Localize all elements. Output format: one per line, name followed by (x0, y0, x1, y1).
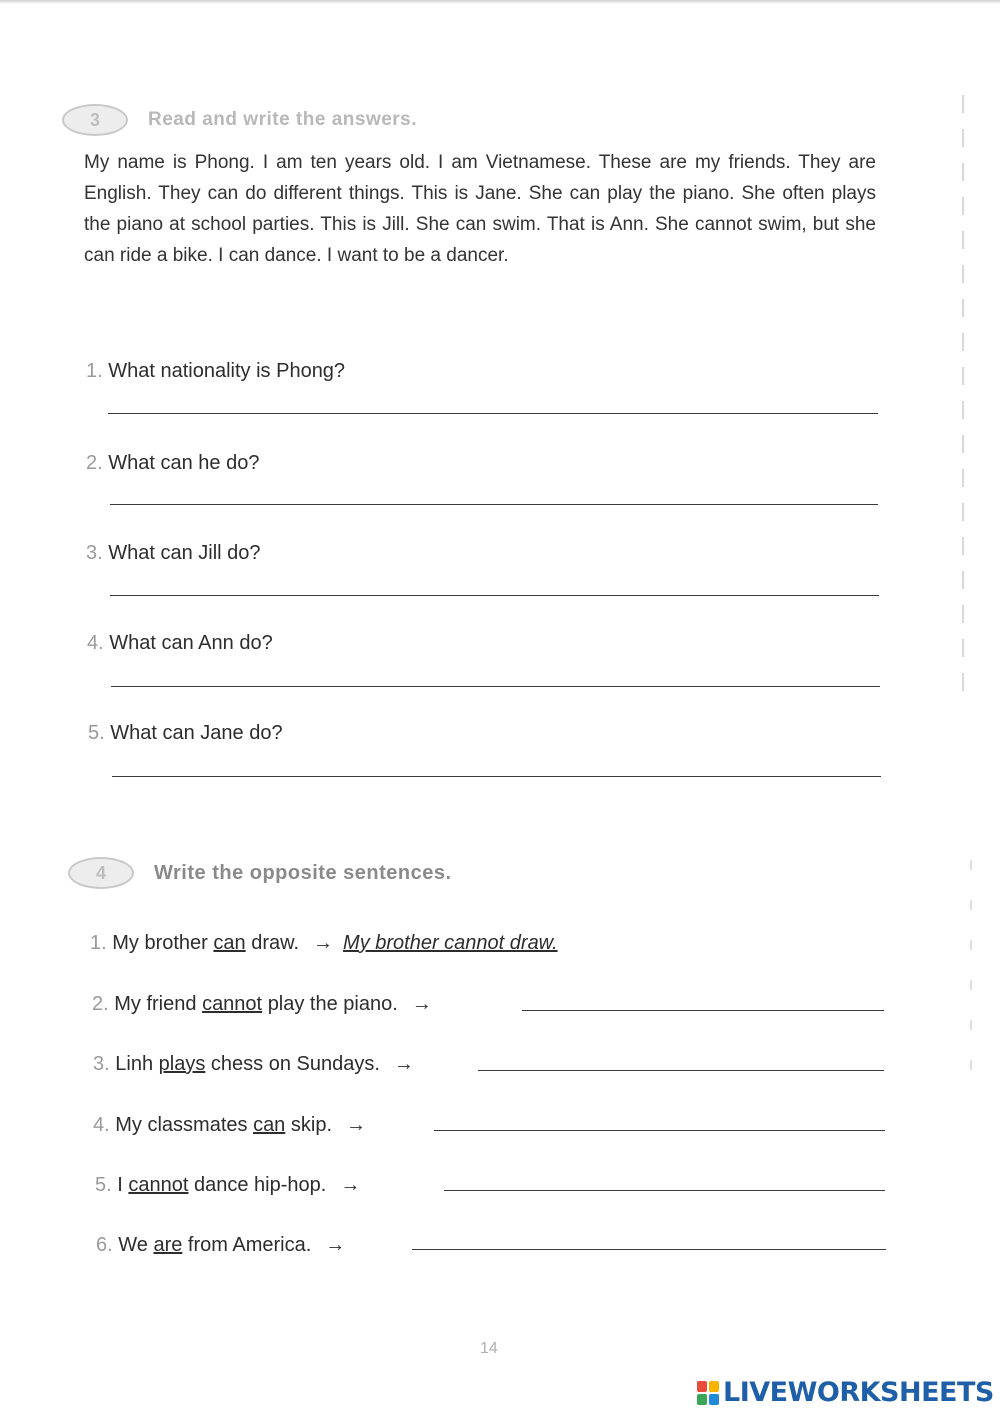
opposite-item-4: 4. My classmates can skip. → (93, 1114, 366, 1136)
opposite-item-6: 6. We are from America. → (96, 1234, 346, 1256)
answer-line-opposite-6[interactable] (412, 1249, 886, 1250)
answer-line-3[interactable] (110, 595, 879, 596)
exercise-4-header (68, 857, 452, 889)
question-1: 1. What nationality is Phong? (86, 360, 346, 382)
question-5: 5. What can Jane do? (88, 722, 283, 744)
answer-line-1[interactable] (108, 413, 878, 414)
opposite-item-3: 3. Linh plays chess on Sundays. → (93, 1053, 414, 1075)
arrow-icon: → (346, 1114, 366, 1136)
question-4: 4. What can Ann do? (87, 632, 273, 654)
arrow-icon: → (325, 1234, 346, 1256)
answer-line-5[interactable] (112, 776, 881, 777)
scan-margin-marks-lower (970, 860, 972, 1090)
answer-line-4[interactable] (111, 686, 880, 687)
scan-top-edge (0, 0, 1000, 4)
page-number: 14 (480, 1340, 498, 1357)
answer-line-opposite-4[interactable] (434, 1130, 885, 1131)
question-2: 2. What can he do? (86, 452, 260, 474)
opposite-item-1: 1. My brother can draw. → My brother cannot draw. (90, 932, 558, 954)
exercise-number-badge: 4 (68, 857, 134, 889)
question-3: 3. What can Jill do? (86, 542, 261, 564)
opposite-item-2: 2. My friend cannot play the piano. → (92, 993, 432, 1015)
reading-passage: My name is Phong. I am ten years old. I am Vietnamese. These are my friends. They are English. They can do different things. This is Jane. She can play the piano. She often plays the piano at school parties. This is Jill. She can swim. That is Ann. She cannot swim, but she can ride a bike. I can dance. I want to be a dancer. (84, 152, 876, 266)
exercise-3-header (62, 104, 417, 136)
opposite-item-5: 5. I cannot dance hip-hop. → (95, 1174, 361, 1196)
arrow-icon: → (313, 932, 334, 954)
answer-line-opposite-3[interactable] (478, 1070, 884, 1071)
liveworksheets-grid-icon (697, 1381, 719, 1405)
arrow-icon: → (340, 1174, 361, 1196)
exercise-number-badge: 3 (62, 104, 128, 136)
answer-line-2[interactable] (110, 504, 878, 505)
answer-line-opposite-5[interactable] (444, 1190, 885, 1191)
arrow-icon: → (393, 1053, 414, 1075)
liveworksheets-logo[interactable] (697, 1377, 994, 1408)
exercise-3-title: Read and write the answers. (148, 109, 418, 130)
scan-margin-marks (962, 95, 964, 695)
liveworksheets-wordmark: LIVEWORKSHEETS (723, 1377, 994, 1408)
answer-line-opposite-2[interactable] (522, 1010, 884, 1011)
arrow-icon: → (411, 993, 432, 1015)
exercise-4-title: Write the opposite sentences. (154, 861, 452, 884)
example-answer: My brother cannot draw. (343, 932, 558, 954)
